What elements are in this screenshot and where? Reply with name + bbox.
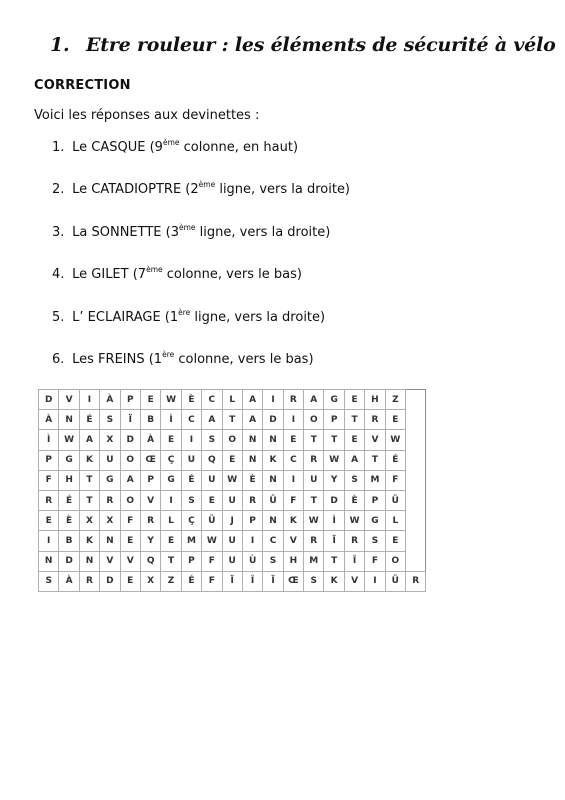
answer-number: 5. [52, 309, 65, 325]
grid-cell: A [202, 410, 222, 430]
grid-cell: T [161, 551, 181, 571]
grid-cell: À [39, 410, 59, 430]
grid-cell: V [365, 430, 385, 450]
grid-cell: Œ [140, 450, 160, 470]
grid-cell: È [242, 470, 262, 490]
grid-cell: R [283, 390, 303, 410]
grid-cell: V [140, 490, 160, 510]
grid-cell: F [385, 470, 405, 490]
grid-cell: G [100, 470, 120, 490]
grid-row [39, 390, 426, 410]
answer-text-end: colonne, vers le bas) [162, 267, 302, 283]
grid-cell: Î [242, 571, 262, 591]
grid-cell: E [161, 430, 181, 450]
grid-cell: I [79, 390, 99, 410]
grid-cell: O [222, 430, 242, 450]
grid-cell: Ï [324, 531, 344, 551]
grid-cell: P [242, 511, 262, 531]
grid-cell: Ì [324, 511, 344, 531]
answer-list [52, 139, 350, 393]
grid-cell: G [365, 511, 385, 531]
answer-text-end: colonne, vers le bas) [174, 351, 314, 367]
grid-cell: V [283, 531, 303, 551]
grid-cell: G [324, 390, 344, 410]
grid-cell: É [181, 571, 201, 591]
page-title [50, 34, 556, 56]
grid-cell: Y [140, 531, 160, 551]
grid-cell: R [100, 490, 120, 510]
grid-cell: E [344, 430, 364, 450]
answer-number: 2. [52, 182, 65, 198]
grid-cell: R [406, 571, 426, 591]
grid-cell: N [79, 551, 99, 571]
answer-text: Les FREINS (1 [72, 351, 163, 367]
answer-number: 4. [52, 267, 65, 283]
answer-number: 6. [52, 351, 65, 367]
grid-cell: E [140, 390, 160, 410]
grid-cell: W [304, 511, 324, 531]
grid-cell: E [202, 490, 222, 510]
grid-cell: W [59, 430, 79, 450]
grid-cell: A [242, 390, 262, 410]
grid-cell: K [283, 511, 303, 531]
grid-cell: T [344, 410, 364, 430]
grid-cell: L [161, 511, 181, 531]
grid-cell: N [100, 531, 120, 551]
grid-cell: U [222, 490, 242, 510]
grid-cell: S [263, 551, 283, 571]
grid-cell: U [100, 450, 120, 470]
grid-cell: T [79, 470, 99, 490]
grid-cell: O [385, 551, 405, 571]
grid-cell: V [344, 571, 364, 591]
grid-cell: V [59, 390, 79, 410]
grid-cell: S [304, 571, 324, 591]
ordinal-suffix: ème [162, 138, 180, 147]
grid-cell: E [161, 531, 181, 551]
grid-cell: D [39, 390, 59, 410]
grid-cell: X [140, 571, 160, 591]
grid-cell: P [181, 551, 201, 571]
grid-cell: P [324, 410, 344, 430]
grid-cell: R [242, 490, 262, 510]
grid-cell: E [385, 410, 405, 430]
grid-cell: O [304, 410, 324, 430]
grid-cell: P [39, 450, 59, 470]
grid-cell: R [140, 511, 160, 531]
grid-cell: E [120, 571, 140, 591]
grid-cell: I [283, 410, 303, 430]
grid-cell: Ï [222, 571, 242, 591]
answer-item [52, 351, 350, 393]
answer-text-end: ligne, vers la droite) [190, 309, 326, 325]
grid-cell: D [120, 430, 140, 450]
grid-cell: X [79, 511, 99, 531]
grid-cell: T [365, 450, 385, 470]
grid-cell: C [181, 410, 201, 430]
grid-cell: D [263, 410, 283, 430]
grid-cell: T [304, 490, 324, 510]
grid-cell: R [79, 571, 99, 591]
grid-cell: I [39, 531, 59, 551]
ordinal-suffix: ère [162, 349, 175, 359]
grid-cell: K [79, 531, 99, 551]
grid-cell: T [324, 551, 344, 571]
grid-cell: V [120, 551, 140, 571]
grid-cell: L [222, 390, 242, 410]
answer-text-end: ligne, vers la droite) [215, 182, 351, 198]
word-search-grid [38, 389, 426, 592]
grid-cell: M [365, 470, 385, 490]
grid-cell: W [344, 511, 364, 531]
grid-row [39, 410, 426, 430]
grid-cell: À [59, 571, 79, 591]
grid-cell: M [304, 551, 324, 571]
grid-cell: N [242, 450, 262, 470]
grid-cell: Ç [161, 450, 181, 470]
grid-cell: T [304, 430, 324, 450]
grid-cell: N [39, 551, 59, 571]
grid-cell: P [365, 490, 385, 510]
grid-cell: O [120, 490, 140, 510]
grid-cell: J [222, 511, 242, 531]
grid-cell: F [283, 490, 303, 510]
grid-cell: R [304, 531, 324, 551]
grid-cell: D [59, 551, 79, 571]
grid-cell: F [365, 551, 385, 571]
grid-cell: F [120, 511, 140, 531]
grid-row [39, 551, 426, 571]
grid-row [39, 571, 426, 591]
grid-cell: É [59, 490, 79, 510]
grid-cell: X [100, 511, 120, 531]
grid-cell: V [100, 551, 120, 571]
grid-cell: Ì [161, 410, 181, 430]
grid-cell: Z [385, 390, 405, 410]
grid-cell: P [120, 390, 140, 410]
intro-text: Voici les réponses aux devinettes : [34, 108, 260, 123]
answer-text-end: colonne, en haut) [179, 140, 299, 155]
grid-cell: W [222, 470, 242, 490]
grid-cell: T [324, 430, 344, 450]
grid-cell: A [242, 410, 262, 430]
grid-cell: W [324, 450, 344, 470]
grid-cell: D [100, 571, 120, 591]
answer-item [52, 309, 350, 351]
grid-cell: S [344, 470, 364, 490]
grid-cell: U [222, 531, 242, 551]
grid-cell: W [202, 531, 222, 551]
grid-cell: I [242, 531, 262, 551]
grid-cell: Ü [385, 571, 405, 591]
grid-cell: R [39, 490, 59, 510]
grid-cell: È [181, 390, 201, 410]
grid-cell: S [39, 571, 59, 591]
grid-cell: A [304, 390, 324, 410]
answer-text: L’ ECLAIRAGE (1 [72, 309, 179, 325]
grid-cell: É [79, 410, 99, 430]
grid-cell: D [324, 490, 344, 510]
grid-cell: L [385, 511, 405, 531]
section-title: Etre rouleur : les éléments de sécurité à vélo [86, 34, 556, 56]
grid-cell: Ü [385, 490, 405, 510]
grid-cell: Y [324, 470, 344, 490]
grid-row [39, 511, 426, 531]
grid-cell: C [263, 531, 283, 551]
grid-cell: Q [202, 450, 222, 470]
grid-cell: É [181, 470, 201, 490]
grid-cell: K [263, 450, 283, 470]
grid-cell: E [222, 450, 242, 470]
grid-cell: C [283, 450, 303, 470]
answer-text-end: ligne, vers la droite) [195, 224, 331, 240]
grid-cell: H [283, 551, 303, 571]
grid-cell: P [140, 470, 160, 490]
grid-cell: C [202, 390, 222, 410]
grid-cell: U [222, 551, 242, 571]
grid-cell: R [365, 410, 385, 430]
grid-cell: I [181, 430, 201, 450]
grid-cell: I [283, 470, 303, 490]
section-number: 1. [50, 34, 70, 56]
grid-cell: S [181, 490, 201, 510]
grid-cell: R [344, 531, 364, 551]
grid-cell: Û [263, 490, 283, 510]
grid-cell: K [79, 450, 99, 470]
grid-cell: È [344, 490, 364, 510]
answer-text: La SONNETTE (3 [72, 224, 179, 240]
grid-cell: I [161, 490, 181, 510]
grid-cell: U [304, 470, 324, 490]
grid-cell: B [59, 531, 79, 551]
grid-cell: N [263, 430, 283, 450]
grid-cell: B [140, 410, 160, 430]
ordinal-suffix: ème [146, 265, 163, 275]
grid-cell: A [344, 450, 364, 470]
grid-cell: E [120, 531, 140, 551]
grid-cell: R [304, 450, 324, 470]
answer-text: Le CATADIOPTRE (2 [72, 182, 199, 198]
answer-item [52, 266, 350, 308]
grid-cell: H [365, 390, 385, 410]
answer-item [52, 139, 350, 181]
grid-cell: Ù [242, 551, 262, 571]
answer-text: Le GILET (7 [72, 267, 147, 283]
grid-cell: S [365, 531, 385, 551]
grid-row [39, 450, 426, 470]
grid-cell: A [120, 470, 140, 490]
grid-cell: È [59, 511, 79, 531]
ordinal-suffix: ère [178, 307, 191, 317]
grid-cell: À [100, 390, 120, 410]
grid-row [39, 470, 426, 490]
grid-cell: M [181, 531, 201, 551]
grid-cell: Œ [283, 571, 303, 591]
grid-cell: E [385, 531, 405, 551]
grid-cell: G [161, 470, 181, 490]
grid-cell: Q [140, 551, 160, 571]
grid-cell: É [385, 450, 405, 470]
answer-number: 1. [52, 140, 65, 155]
grid-cell: Ï [120, 410, 140, 430]
grid-cell: K [324, 571, 344, 591]
grid-cell: N [263, 470, 283, 490]
grid-cell: N [263, 511, 283, 531]
grid-cell: A [79, 430, 99, 450]
grid-cell: I [263, 390, 283, 410]
grid-cell: H [59, 470, 79, 490]
grid-cell: O [120, 450, 140, 470]
grid-cell: W [161, 390, 181, 410]
grid-cell: F [39, 470, 59, 490]
grid-row [39, 531, 426, 551]
grid-cell: Ï [263, 571, 283, 591]
answer-item [52, 181, 350, 223]
grid-cell: Î [344, 551, 364, 571]
answer-item [52, 224, 350, 266]
grid-cell: Z [161, 571, 181, 591]
ordinal-suffix: ème [198, 180, 216, 190]
answer-text: Le CASQUE (9 [72, 140, 163, 155]
grid-cell: À [140, 430, 160, 450]
ordinal-suffix: ème [178, 222, 196, 232]
grid-cell: S [100, 410, 120, 430]
grid-cell: E [344, 390, 364, 410]
answer-number: 3. [52, 224, 65, 240]
grid-cell: G [59, 450, 79, 470]
grid-cell: X [100, 430, 120, 450]
grid-cell: Ü [202, 511, 222, 531]
grid-cell: E [39, 511, 59, 531]
grid-cell: N [242, 430, 262, 450]
correction-heading: CORRECTION [34, 78, 131, 93]
grid-cell: F [202, 551, 222, 571]
grid-cell: U [202, 470, 222, 490]
grid-cell: N [59, 410, 79, 430]
grid-row [39, 430, 426, 450]
grid-cell: T [222, 410, 242, 430]
grid-row [39, 490, 426, 510]
grid-cell: E [283, 430, 303, 450]
grid-cell: Ç [181, 511, 201, 531]
grid-cell: Ì [39, 430, 59, 450]
grid-cell: F [202, 571, 222, 591]
grid-cell: I [365, 571, 385, 591]
grid-cell: S [202, 430, 222, 450]
grid-cell: W [385, 430, 405, 450]
grid-cell: T [79, 490, 99, 510]
grid-cell: U [181, 450, 201, 470]
